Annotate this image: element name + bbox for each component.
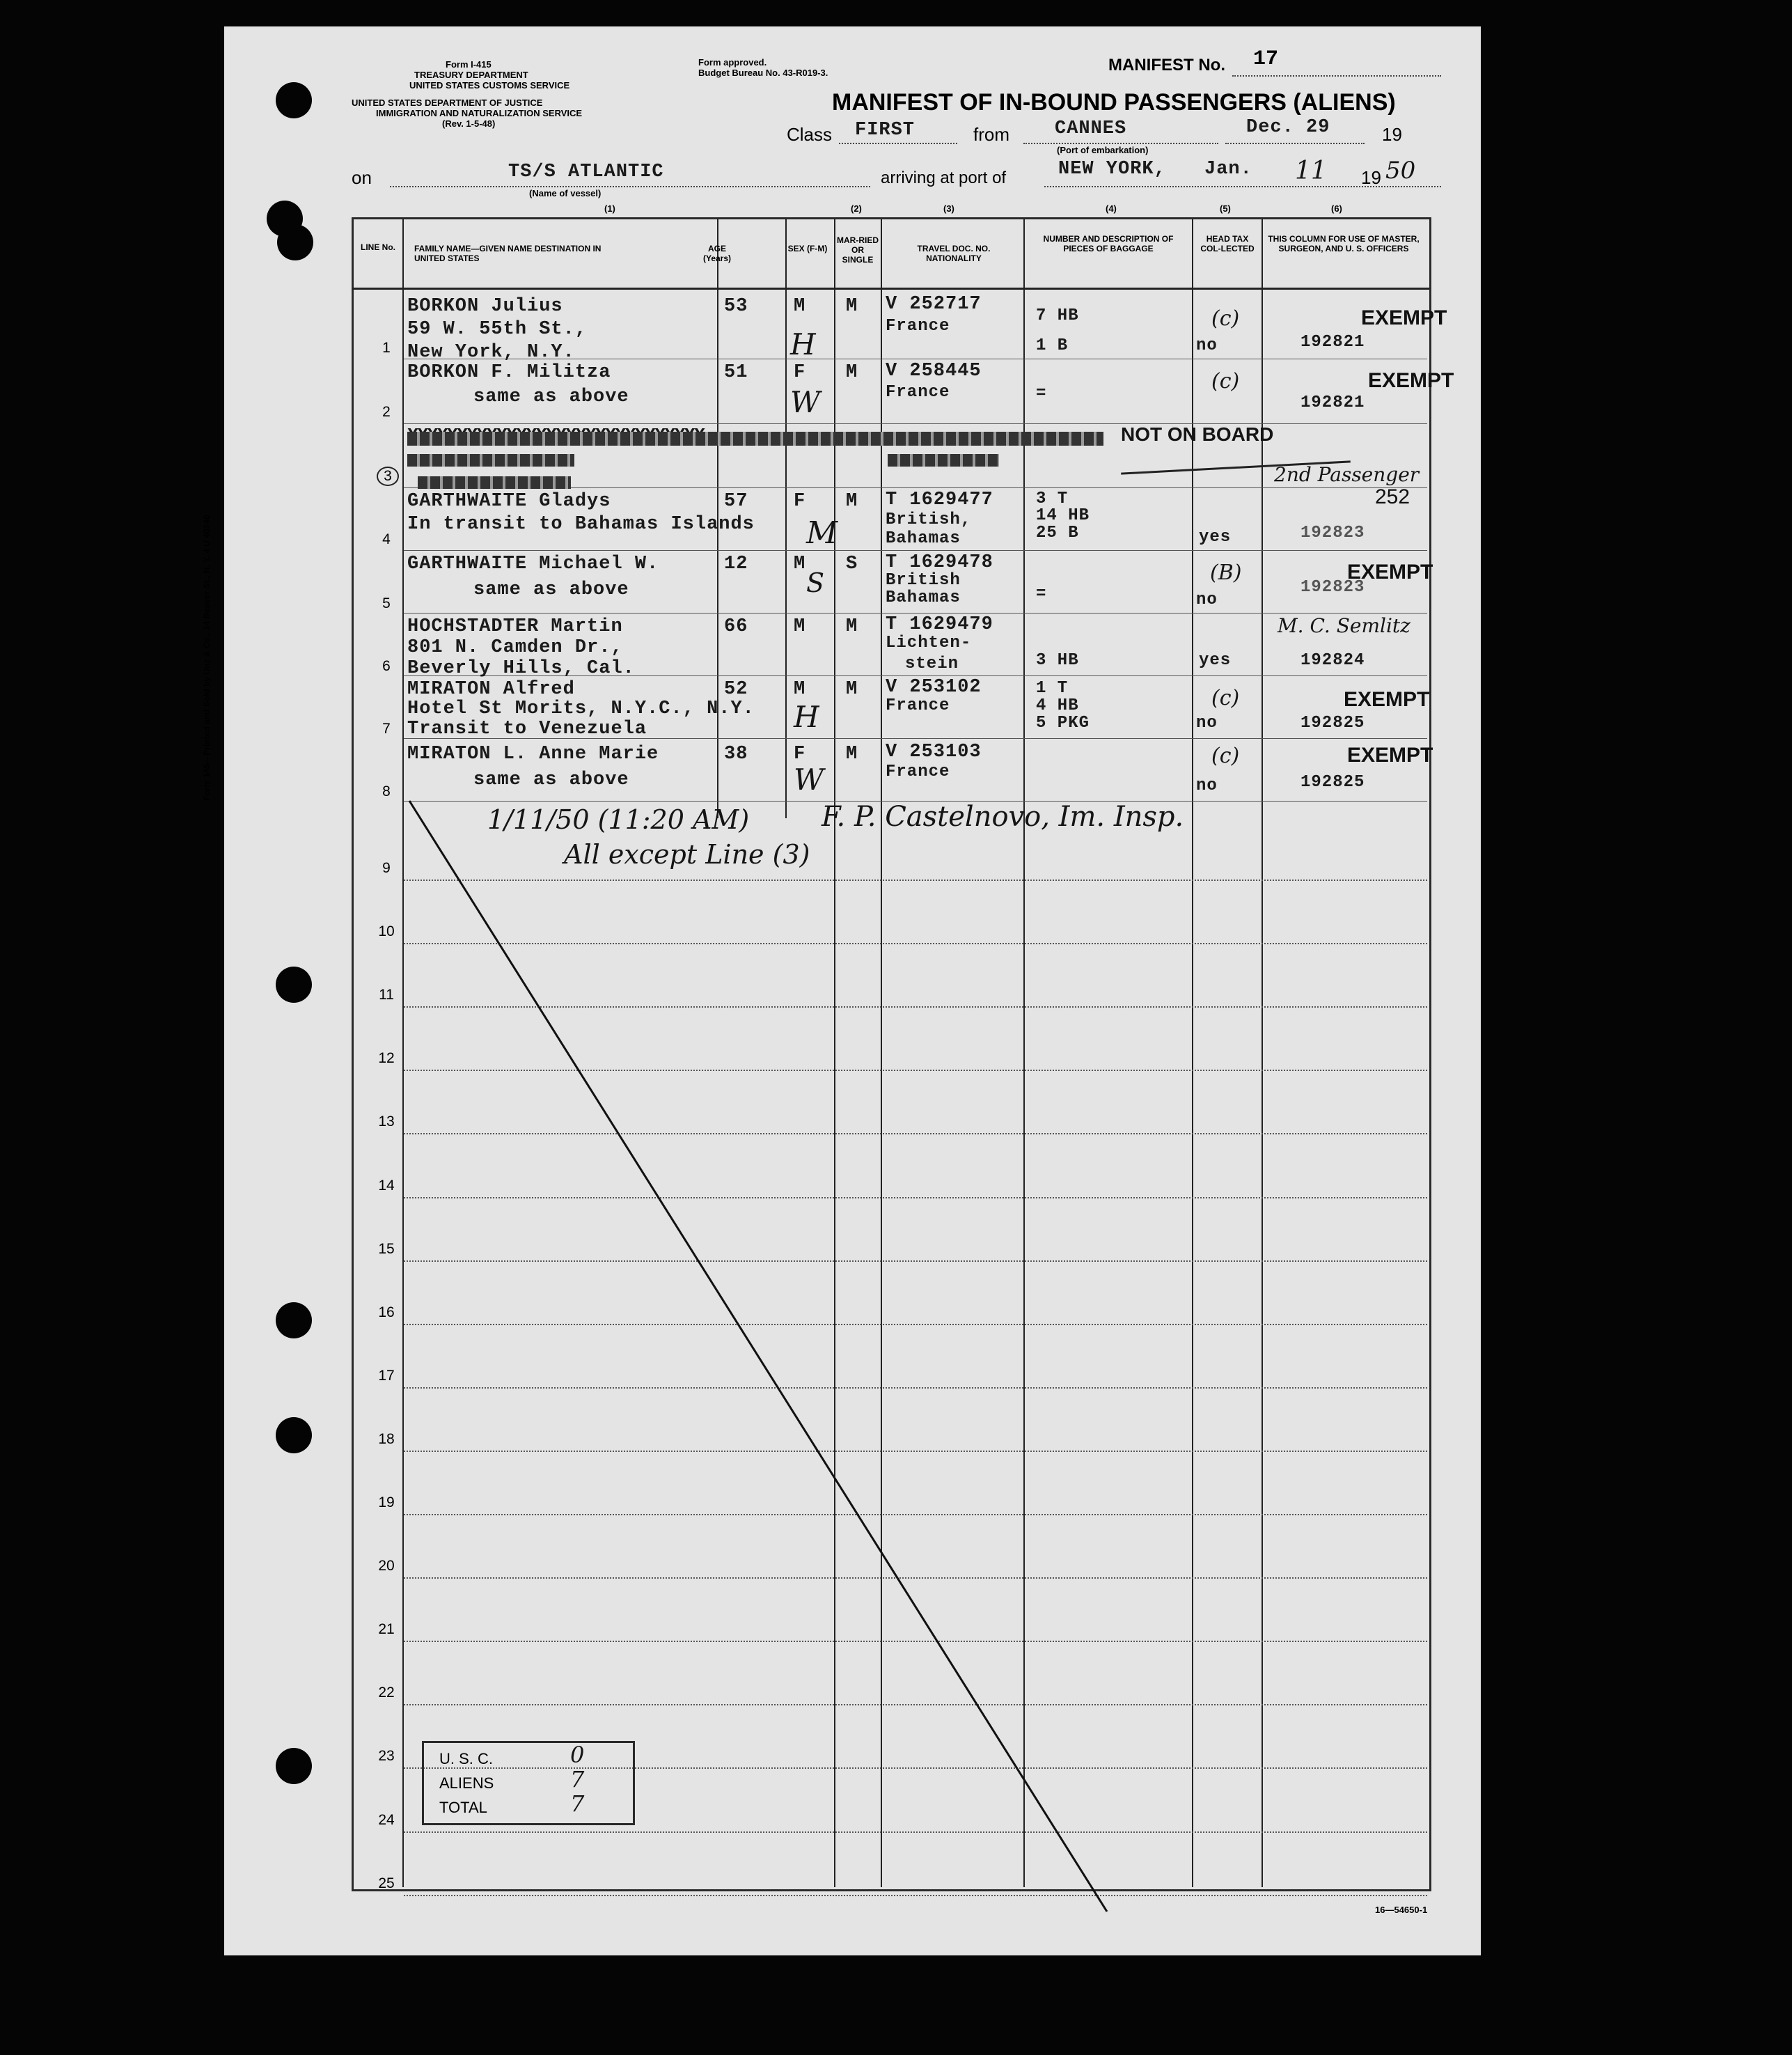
manifest-label: MANIFEST No. bbox=[1108, 56, 1225, 75]
nationality: France bbox=[886, 317, 950, 336]
arrival-day: 11 bbox=[1295, 157, 1327, 185]
line-number: 17 bbox=[378, 1367, 395, 1384]
col-num-1: (1) bbox=[604, 203, 615, 214]
passenger-name: GARTHWAITE Michael W. bbox=[407, 554, 659, 575]
nationality: France bbox=[886, 383, 950, 402]
inspection-timestamp: 1/11/50 (11:20 AM) bbox=[487, 804, 750, 835]
passenger-marital: S bbox=[846, 554, 858, 575]
manifest-number: 17 bbox=[1253, 47, 1279, 71]
side-printer-text: Form 145—Printed and Sold by Unz & Co., 24 Beaver St., N. Y. 4 U 40240 bbox=[202, 515, 212, 801]
line-number: 18 bbox=[378, 1430, 395, 1447]
head-tax: yes bbox=[1199, 528, 1232, 547]
not-on-board-note: NOT ON BOARD bbox=[1121, 423, 1274, 445]
line-number: 22 bbox=[378, 1685, 395, 1701]
col-header-officers: THIS COLUMN FOR USE OF MASTER, SURGEON, AND U. S. OFFICERS bbox=[1268, 234, 1420, 253]
nationality: stein bbox=[905, 655, 959, 673]
hand-mark: H bbox=[790, 327, 816, 361]
baggage: 5 PKG bbox=[1036, 714, 1090, 733]
officer-number: 192821 bbox=[1300, 393, 1365, 412]
line-number: 2 bbox=[382, 404, 391, 420]
passenger-sex: M bbox=[794, 554, 806, 575]
embark-port: CANNES bbox=[1055, 118, 1127, 139]
passenger-marital: M bbox=[846, 616, 858, 637]
col-num-5: (5) bbox=[1220, 203, 1231, 214]
head-tax: (B) bbox=[1210, 561, 1242, 585]
passenger-marital: M bbox=[846, 679, 858, 700]
line-number: 4 bbox=[382, 531, 391, 547]
passenger-address: In transit to Bahamas Islands bbox=[407, 514, 755, 535]
arrival-month: Jan. bbox=[1204, 159, 1252, 180]
nationality: Lichten- bbox=[886, 634, 972, 653]
port-embark-caption: (Port of embarkation) bbox=[1057, 145, 1149, 155]
inspector-signature: F. P. Castelnovo, Im. Insp. bbox=[822, 801, 1184, 833]
passenger-address: Hotel St Morits, N.Y.C., N.Y. bbox=[407, 698, 755, 719]
exempt-stamp: EXEMPT bbox=[1347, 561, 1433, 584]
head-tax: (c) bbox=[1211, 306, 1240, 331]
col-num-3: (3) bbox=[943, 203, 954, 214]
officer-number: 192821 bbox=[1300, 333, 1365, 352]
vessel-caption: (Name of vessel) bbox=[529, 188, 602, 198]
line-number: 14 bbox=[378, 1177, 395, 1194]
nationality: France bbox=[886, 763, 950, 781]
baggage: 14 HB bbox=[1036, 506, 1090, 525]
line-number: 19 bbox=[378, 1494, 395, 1510]
passenger-name: BORKON F. Militza bbox=[407, 362, 611, 383]
hand-mark: H bbox=[794, 700, 819, 734]
passenger-name: GARTHWAITE Gladys bbox=[407, 491, 611, 512]
justice-dept: UNITED STATES DEPARTMENT OF JUSTICE bbox=[352, 97, 543, 108]
exception-note: All except Line (3) bbox=[564, 839, 810, 870]
baggage: 3 T bbox=[1036, 490, 1069, 508]
baggage: = bbox=[1036, 384, 1047, 403]
officer-number: 192825 bbox=[1300, 773, 1365, 792]
manifest-title: MANIFEST OF IN-BOUND PASSENGERS (ALIENS) bbox=[832, 89, 1396, 116]
passenger-address: same as above bbox=[473, 579, 629, 600]
nationality: Bahamas bbox=[886, 529, 961, 548]
class-value: FIRST bbox=[855, 120, 915, 141]
baggage: 1 T bbox=[1036, 679, 1069, 698]
travel-doc: T 1629478 bbox=[886, 552, 993, 573]
officer-number: 192823 bbox=[1300, 524, 1365, 542]
line-number: 24 bbox=[378, 1811, 395, 1828]
travel-doc: V 252717 bbox=[886, 294, 982, 315]
treasury-dept: TREASURY DEPARTMENT bbox=[414, 70, 528, 80]
passenger-address: same as above bbox=[473, 769, 629, 790]
head-tax-note: no bbox=[1196, 714, 1218, 733]
total-label: TOTAL bbox=[439, 1799, 487, 1816]
nationality: Bahamas bbox=[886, 588, 961, 607]
hand-mark: S bbox=[806, 568, 825, 598]
passenger-sex: F bbox=[794, 362, 806, 383]
exempt-stamp: EXEMPT bbox=[1344, 688, 1430, 711]
head-tax-note: no bbox=[1196, 336, 1218, 355]
passenger-name: MIRATON L. Anne Marie bbox=[407, 744, 659, 765]
passenger-sex: F bbox=[794, 744, 806, 765]
aliens-label: ALIENS bbox=[439, 1774, 494, 1792]
officer-number: 192823 bbox=[1300, 578, 1365, 597]
baggage: 4 HB bbox=[1036, 696, 1079, 715]
inspector-signature: M. C. Semlitz bbox=[1278, 614, 1410, 637]
passenger-age: 57 bbox=[724, 491, 748, 512]
baggage: = bbox=[1036, 585, 1047, 604]
col-header-line: LINE No. bbox=[361, 242, 395, 252]
exempt-stamp: EXEMPT bbox=[1361, 306, 1447, 329]
vessel-name: TS/S ATLANTIC bbox=[508, 162, 664, 182]
col-num-6: (6) bbox=[1331, 203, 1342, 214]
line-number: 10 bbox=[378, 923, 395, 940]
passenger-age: 51 bbox=[724, 362, 748, 383]
tally-box bbox=[422, 1741, 635, 1825]
line-number: 16 bbox=[378, 1304, 395, 1320]
passenger-marital: M bbox=[846, 296, 858, 317]
passenger-sex: M bbox=[794, 296, 806, 317]
nationality: British, bbox=[886, 510, 972, 529]
head-tax: yes bbox=[1199, 651, 1232, 670]
customs-service: UNITED STATES CUSTOMS SERVICE bbox=[409, 80, 570, 91]
passenger-address: 801 N. Camden Dr., bbox=[407, 637, 623, 658]
form-number: Form I-415 bbox=[446, 59, 492, 70]
head-tax: (c) bbox=[1211, 369, 1240, 393]
exempt-stamp: EXEMPT bbox=[1368, 369, 1454, 392]
line-number: 11 bbox=[379, 987, 394, 1003]
col-header-baggage: NUMBER AND DESCRIPTION OF PIECES OF BAGGAGE bbox=[1043, 234, 1174, 253]
line-number: 23 bbox=[378, 1748, 395, 1765]
line-number: 8 bbox=[382, 783, 391, 799]
baggage: 7 HB bbox=[1036, 306, 1079, 325]
hand-mark: W bbox=[794, 763, 824, 797]
line-number: 1 bbox=[382, 340, 391, 356]
ins-service: IMMIGRATION AND NATURALIZATION SERVICE bbox=[376, 108, 583, 118]
passenger-age: 38 bbox=[724, 744, 748, 765]
baggage: 3 HB bbox=[1036, 651, 1079, 670]
form-code: 16—54650-1 bbox=[1375, 1905, 1428, 1915]
form-approved: Form approved. bbox=[698, 57, 767, 68]
passenger-sex: M bbox=[794, 616, 806, 637]
line-number: 12 bbox=[378, 1050, 395, 1067]
passenger-sex: M bbox=[794, 679, 806, 700]
head-tax: (c) bbox=[1211, 686, 1240, 710]
passenger-marital: M bbox=[846, 491, 858, 512]
line-number: 20 bbox=[378, 1558, 395, 1575]
line-number: 6 bbox=[382, 658, 391, 674]
arrival-year: 50 bbox=[1385, 157, 1416, 185]
hand-mark: W bbox=[790, 385, 821, 419]
exempt-stamp: EXEMPT bbox=[1347, 744, 1433, 767]
head-tax-note: no bbox=[1196, 591, 1218, 609]
passenger-address: Beverly Hills, Cal. bbox=[407, 658, 635, 679]
total-value: 7 bbox=[570, 1790, 585, 1817]
passenger-address: Transit to Venezuela bbox=[407, 719, 647, 740]
from-label: from bbox=[973, 124, 1009, 145]
col-header-age: AGE (Years) bbox=[702, 244, 732, 263]
line-number: 5 bbox=[382, 595, 391, 611]
travel-doc: V 253102 bbox=[886, 677, 982, 698]
head-tax: (c) bbox=[1211, 744, 1240, 768]
line-number: 3 bbox=[377, 467, 399, 486]
passenger-age: 52 bbox=[724, 679, 748, 700]
travel-doc: T 1629477 bbox=[886, 490, 993, 510]
class-label: Class bbox=[787, 124, 833, 145]
line-number: 25 bbox=[378, 1875, 395, 1891]
usc-label: U. S. C. bbox=[439, 1750, 494, 1767]
usc-value: 0 bbox=[570, 1742, 585, 1768]
passenger-marital: M bbox=[846, 362, 858, 383]
line-number: 13 bbox=[378, 1114, 395, 1130]
line-number: 15 bbox=[378, 1240, 395, 1257]
second-passenger-note: 2nd Passenger bbox=[1274, 463, 1420, 486]
year-prefix: 19 bbox=[1382, 124, 1402, 145]
officer-number: 252 bbox=[1375, 485, 1410, 508]
arrival-port: NEW YORK, bbox=[1058, 159, 1166, 180]
embark-date: Dec. 29 bbox=[1246, 117, 1330, 138]
passenger-name: HOCHSTADTER Martin bbox=[407, 616, 623, 637]
passenger-age: 12 bbox=[724, 554, 748, 575]
passenger-address: 59 W. 55th St., bbox=[407, 319, 588, 340]
col-num-2: (2) bbox=[851, 203, 862, 214]
officer-number: 192824 bbox=[1300, 651, 1365, 670]
passenger-address: same as above bbox=[473, 386, 629, 407]
travel-doc: V 253103 bbox=[886, 742, 982, 763]
passenger-sex: F bbox=[794, 491, 806, 512]
travel-doc: V 258445 bbox=[886, 361, 982, 382]
nationality: British bbox=[886, 571, 961, 590]
col-header-travel-doc: TRAVEL DOC. NO. NATIONALITY bbox=[917, 244, 991, 263]
on-label: on bbox=[352, 167, 372, 188]
line-number: 21 bbox=[378, 1621, 395, 1638]
revision: (Rev. 1-5-48) bbox=[442, 118, 496, 129]
arriving-label: arriving at port of bbox=[881, 169, 1007, 187]
col-header-sex: SEX (F-M) bbox=[787, 244, 828, 253]
passenger-age: 53 bbox=[724, 296, 748, 317]
passenger-age: 66 bbox=[724, 616, 748, 637]
col-header-name: FAMILY NAME—GIVEN NAME DESTINATION IN UNITED STATES bbox=[414, 244, 602, 263]
passenger-marital: M bbox=[846, 744, 858, 765]
head-tax-note: no bbox=[1196, 776, 1218, 795]
baggage: 1 B bbox=[1036, 336, 1069, 355]
passenger-address: New York, N.Y. bbox=[407, 342, 575, 363]
travel-doc: T 1629479 bbox=[886, 614, 993, 635]
col-header-head-tax: HEAD TAX COL-LECTED bbox=[1200, 234, 1255, 253]
aliens-value: 7 bbox=[570, 1766, 585, 1792]
passenger-name: MIRATON Alfred bbox=[407, 679, 575, 700]
baggage: 25 B bbox=[1036, 524, 1079, 542]
nationality: France bbox=[886, 696, 950, 715]
line-number: 7 bbox=[382, 721, 391, 737]
col-num-4: (4) bbox=[1106, 203, 1117, 214]
budget-bureau: Budget Bureau No. 43-R019-3. bbox=[698, 68, 828, 78]
arrival-year-prefix: 19 bbox=[1361, 167, 1381, 188]
col-header-married: MAR-RIED OR SINGLE bbox=[837, 235, 879, 265]
passenger-name: BORKON Julius bbox=[407, 296, 563, 317]
line-number: 9 bbox=[382, 860, 391, 876]
hand-mark: M bbox=[806, 515, 838, 551]
officer-number: 192825 bbox=[1300, 714, 1365, 733]
